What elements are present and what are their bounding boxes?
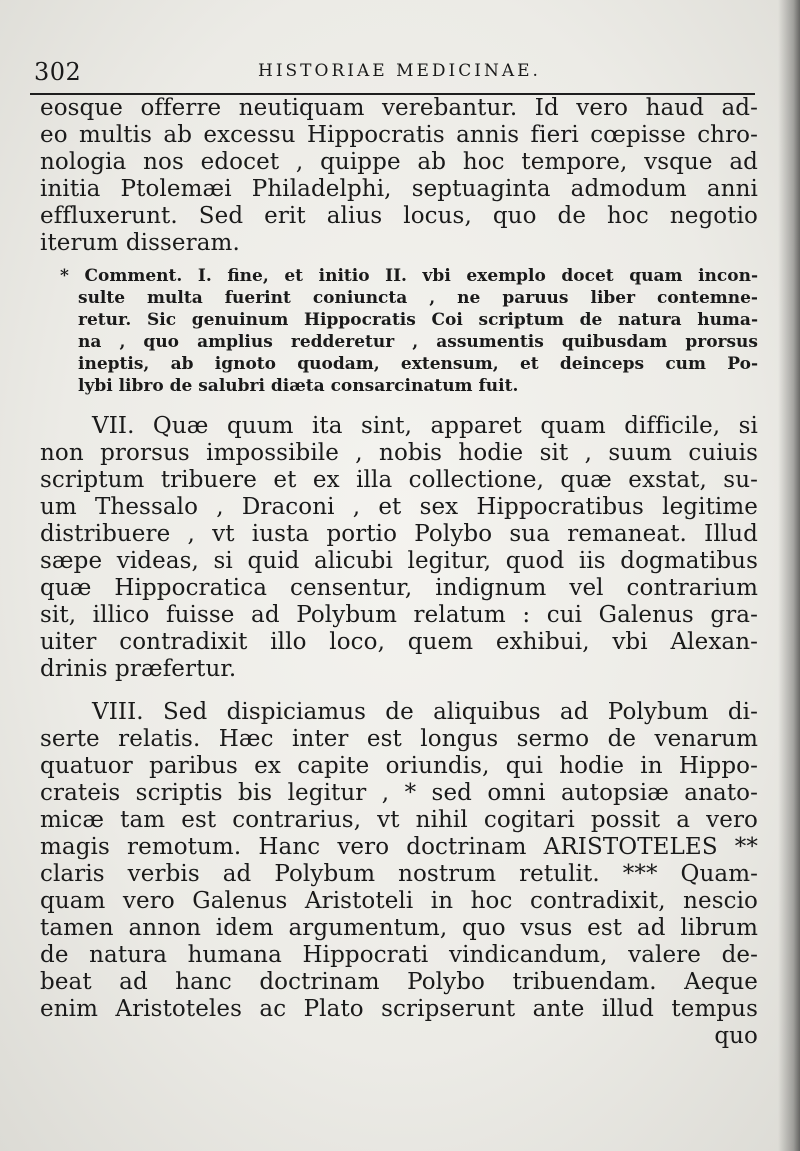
text-line: serte relatis. Hæc inter est longus sermo de venarum <box>40 726 758 752</box>
text-line: non prorsus impossibile , nobis hodie sit , suum cuiuis <box>40 440 758 466</box>
footnote <box>40 265 758 397</box>
running-title: HISTORIAE MEDICINAE. <box>258 61 541 81</box>
text-line: scriptum tribuere et ex illa collectione, quæ exstat, su- <box>40 467 758 493</box>
text-line: iterum disseram. <box>40 230 240 256</box>
text-line: distribuere , vt iusta portio Polybo sua remaneat. Illud <box>40 521 758 547</box>
text-line: drinis præfertur. <box>40 656 237 682</box>
page-number: 302 <box>34 58 82 86</box>
text-line: effluxerunt. Sed erit alius locus, quo de hoc negotio <box>40 203 758 229</box>
text-line: eo multis ab excessu Hippocratis annis fieri cœpisse chro- <box>40 122 758 148</box>
text-line: VII. Quæ quum ita sint, apparet quam difficile, si <box>92 413 758 439</box>
text-line: eosque offerre neutiquam verebantur. Id vero haud ad- <box>40 95 758 121</box>
text-line: de natura humana Hippocrati vindicandum, valere de- <box>40 942 758 968</box>
text-line: nologia nos edocet , quippe ab hoc tempore, vsque ad <box>40 149 758 175</box>
footnote-line: lybi libro de salubri diæta consarcinatum fuit. <box>78 376 519 396</box>
page-edge-shadow <box>778 0 800 1151</box>
text-line: quatuor paribus ex capite oriundis, qui hodie in Hippo- <box>40 753 758 779</box>
body-text <box>40 95 758 1050</box>
section-viii <box>40 699 758 1050</box>
text-line: um Thessalo , Draconi , et sex Hippocratibus legitime <box>40 494 758 520</box>
footnote-line: sulte multa fuerint coniuncta , ne paruus liber contemne- <box>78 288 758 308</box>
text-line: claris verbis ad Polybum nostrum retulit. *** Quam- <box>40 861 758 887</box>
footnote-line: retur. Sic genuinum Hippocratis Coi scriptum de natura huma- <box>78 310 758 330</box>
text-line: VIII. Sed dispiciamus de aliquibus ad Polybum di- <box>92 699 758 725</box>
text-line: uiter contradixit illo loco, quem exhibui, vbi Alexan- <box>40 629 758 655</box>
catchword: quo <box>714 1023 758 1049</box>
text-line: initia Ptolemæi Philadelphi, septuaginta admodum anni <box>40 176 758 202</box>
footnote-line: na , quo amplius redderetur , assumentis quibusdam prorsus <box>78 332 758 352</box>
text-line: quæ Hippocratica censentur, indignum vel contrarium <box>40 575 758 601</box>
text-line: quam vero Galenus Aristoteli in hoc contradixit, nescio <box>40 888 758 914</box>
text-line: sæpe videas, si quid alicubi legitur, quod iis dogmatibus <box>40 548 758 574</box>
text-line: sit, illico fuisse ad Polybum relatum : cui Galenus gra- <box>40 602 758 628</box>
paragraph-intro <box>40 95 758 257</box>
footnote-line: ineptis, ab ignoto quodam, extensum, et deinceps cum Po- <box>78 354 758 374</box>
text-line: beat ad hanc doctrinam Polybo tribuendam. Aeque <box>40 969 758 995</box>
section-vii <box>40 413 758 683</box>
text-line: magis remotum. Hanc vero doctrinam ARISTOTELES ** <box>40 834 758 860</box>
text-line: micæ tam est contrarius, vt nihil cogitari possit a vero <box>40 807 758 833</box>
text-line: tamen annon idem argumentum, quo vsus est ad librum <box>40 915 758 941</box>
text-line: crateis scriptis bis legitur , * sed omni autopsiæ anato- <box>40 780 758 806</box>
text-line: enim Aristoteles ac Plato scripserunt ante illud tempus <box>40 996 758 1022</box>
page-header <box>30 58 760 86</box>
footnote-line: * Comment. I. fine, et initio II. vbi exemplo docet quam incon- <box>60 266 758 286</box>
